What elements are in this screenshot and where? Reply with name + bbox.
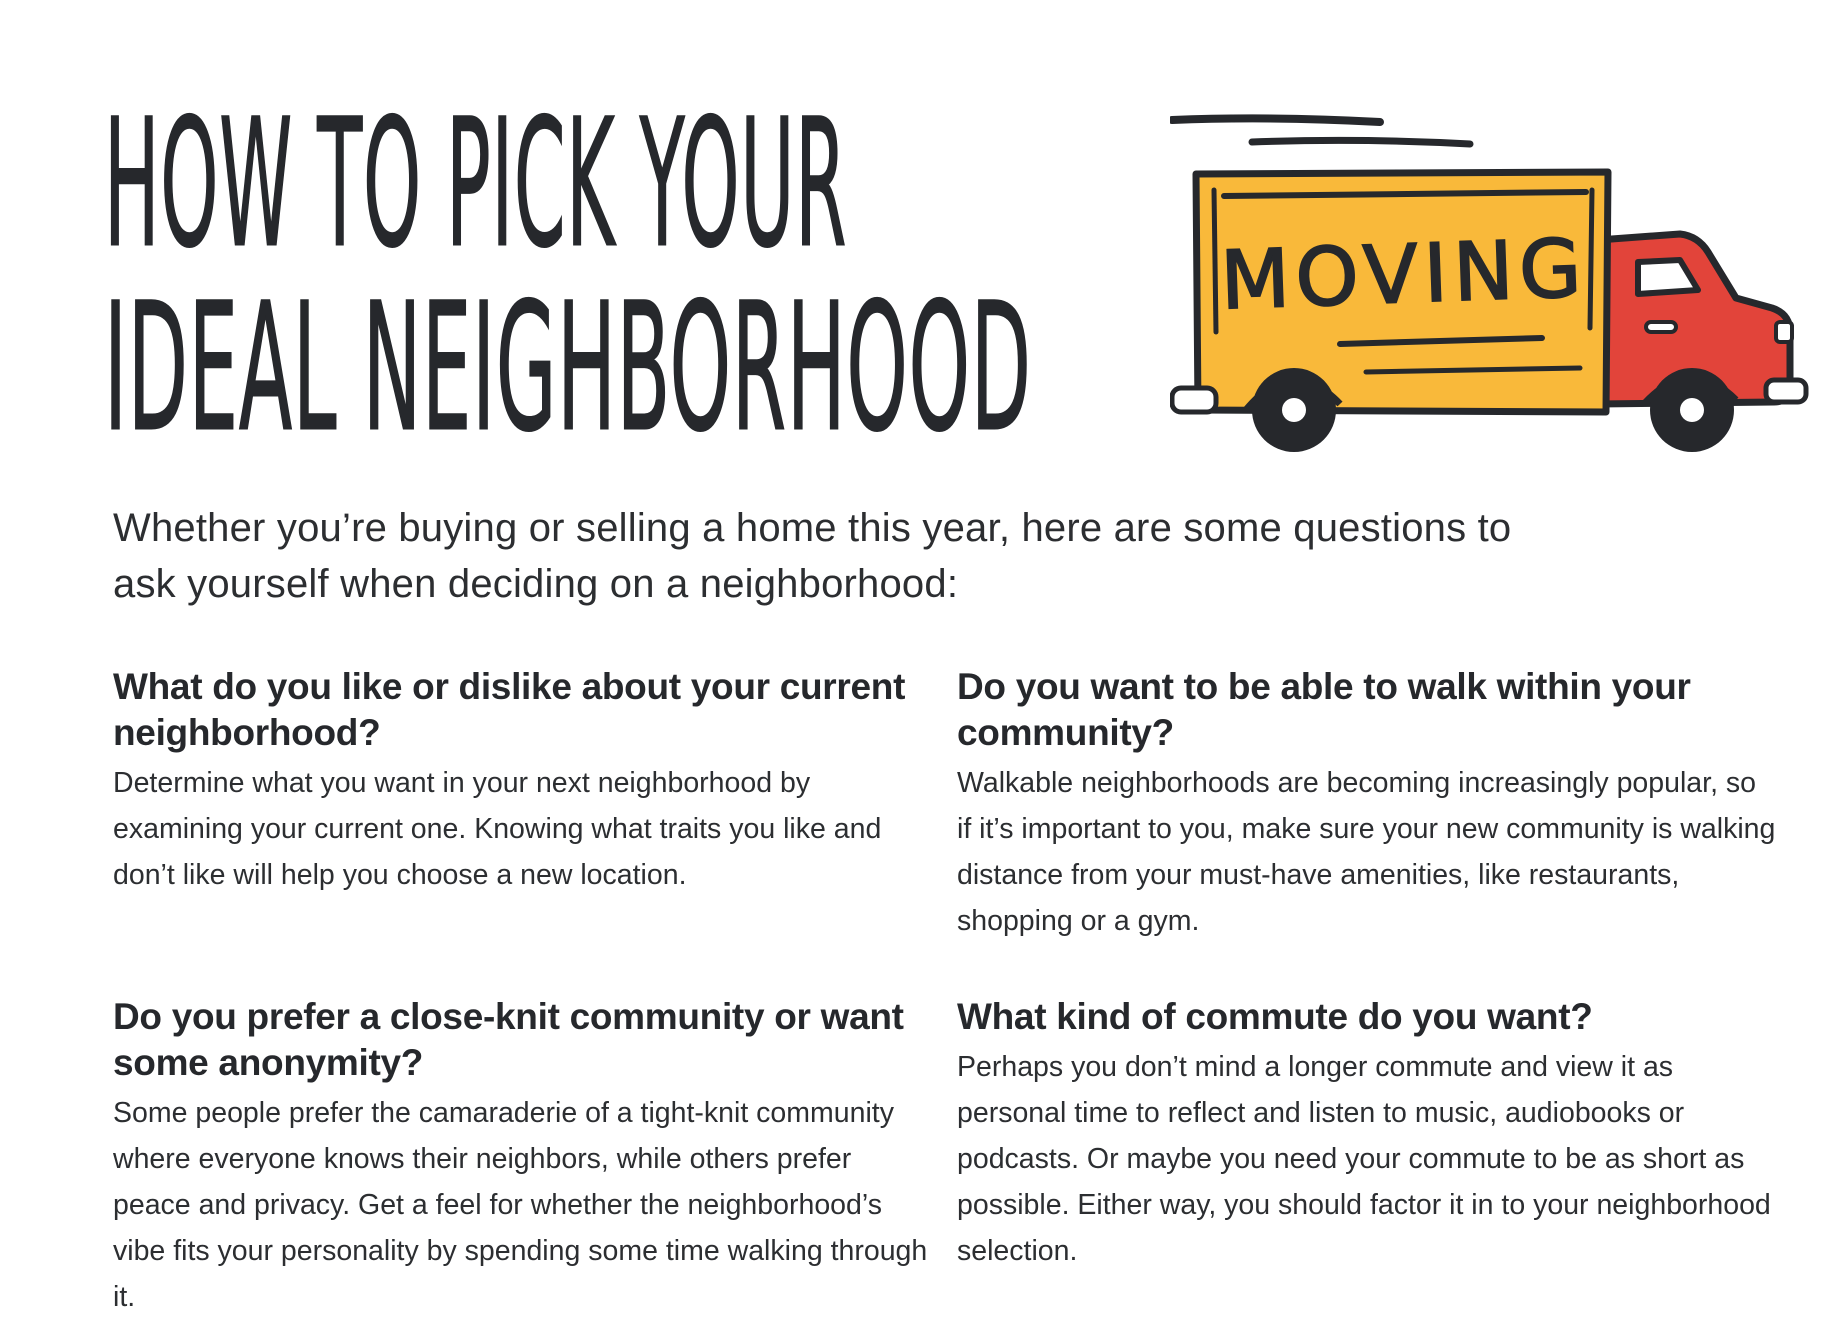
question-block-commute — [957, 994, 1777, 1274]
moving-truck-illustration — [1170, 100, 1818, 460]
rear-bumper-icon — [1172, 388, 1216, 412]
question-heading: What kind of commute do you want? — [957, 996, 1593, 1037]
panel-line-icon — [1590, 190, 1592, 328]
wheel-hub-icon — [1680, 398, 1704, 422]
question-body: Perhaps you don’t mind a longer commute and view it as personal time to reflect and listen to music, audiobooks or podcasts. Or maybe you need your commute to be as short as possible. Either way, you should factor it in to your neighborhood selection. — [957, 1051, 1771, 1267]
intro-paragraph: Whether you’re buying or selling a home this year, here are some questions to ask yourself when deciding on a neighborhood: — [113, 506, 1512, 606]
question-body: Determine what you want in your next neighborhood by examining your current one. Knowing what traits you like and don’t like will help you choose a new location. — [113, 767, 882, 891]
question-block-community-type — [113, 994, 933, 1320]
front-bumper-icon — [1766, 380, 1806, 402]
question-heading: Do you want to be able to walk within your community? — [957, 666, 1691, 753]
question-heading: Do you prefer a close-knit community or want some anonymity? — [113, 996, 904, 1083]
question-block-current-neighborhood — [113, 664, 933, 898]
page-title-line-1: HOW TO PICK YOUR — [104, 80, 848, 287]
speed-line-1-icon — [1172, 118, 1380, 122]
question-block-walkability — [957, 664, 1777, 944]
question-heading: What do you like or dislike about your current neighborhood? — [113, 666, 906, 753]
wheel-hub-icon — [1282, 398, 1306, 422]
headlight-icon — [1776, 322, 1792, 342]
panel-line-icon — [1214, 190, 1216, 332]
speed-line-2-icon — [1252, 140, 1470, 144]
truck-label: MOVING — [1218, 221, 1589, 328]
door-handle-icon — [1646, 322, 1676, 332]
page-title-line-2: IDEAL NEIGHBORHOOD — [104, 264, 1032, 471]
question-body: Walkable neighborhoods are becoming increasingly popular, so if it’s important to you, make sure your new community is walking distance from your must-have amenities, like restaurants, shopping or a gym. — [957, 767, 1776, 937]
question-body: Some people prefer the camaraderie of a tight-knit community where everyone knows their neighbors, while others prefer peace and privacy. Get a feel for whether the neighborhood’s vibe fits your personality by spending some time walking through it. — [113, 1097, 928, 1313]
panel-line-icon — [1224, 192, 1586, 196]
